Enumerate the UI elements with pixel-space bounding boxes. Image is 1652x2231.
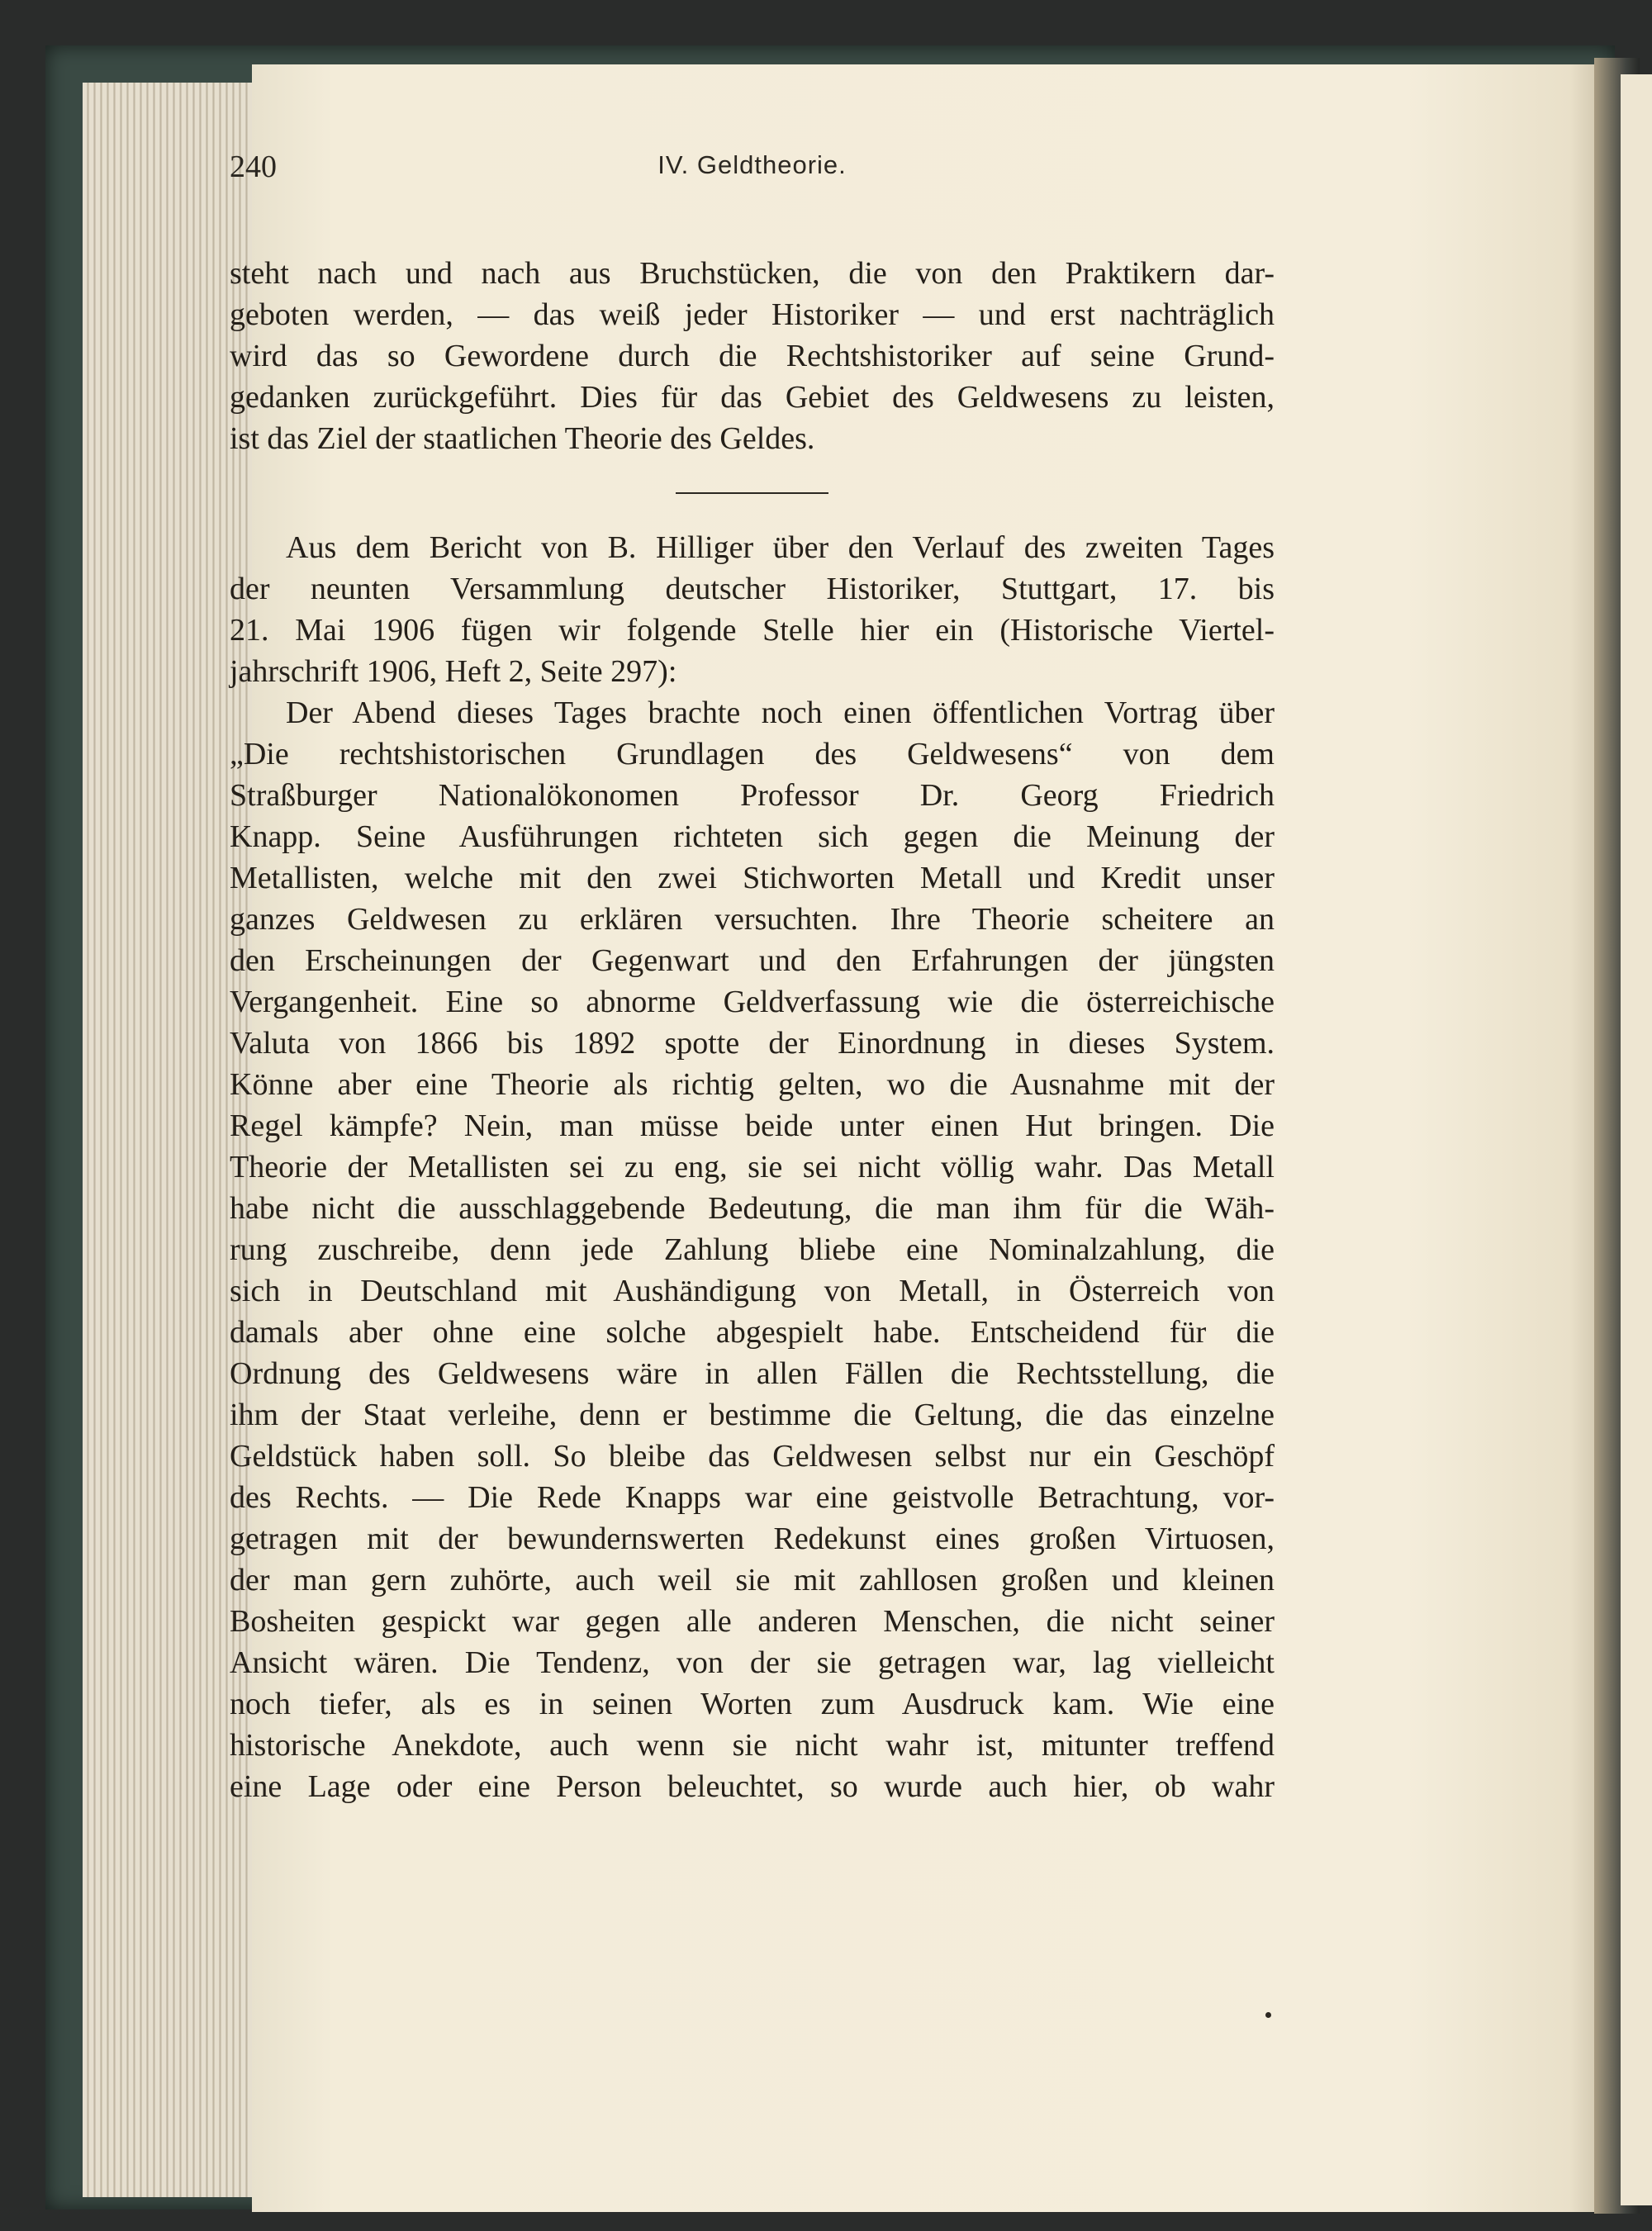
text-line: sich in Deutschland mit Aushändigung von Metall, in Österreich von [230,1274,1275,1308]
paragraph-3 [230,692,1275,1807]
text-line: 21. Mai 1906 fügen wir folgende Stelle hier ein (Historische Viertel- [230,613,1275,648]
text-line: Ansicht wären. Die Tendenz, von der sie getragen war, lag vielleicht [230,1645,1275,1680]
text-line: eine Lage oder eine Person beleuchtet, so wurde auch hier, ob wahr [230,1769,1275,1804]
text-line: Valuta von 1866 bis 1892 spotte der Einordnung in dieses System. [230,1026,1275,1061]
text-line: ihm der Staat verleihe, denn er bestimme die Geltung, die das einzelne [230,1398,1275,1432]
text-line: damals aber ohne eine solche abgespielt habe. Entscheidend für die [230,1315,1275,1350]
text-line: habe nicht die ausschlaggebende Bedeutung, die man ihm für die Wäh- [230,1191,1275,1226]
text-line: der man gern zuhörte, auch weil sie mit zahllosen großen und kleinen [230,1563,1275,1597]
text-line: ist das Ziel der staatlichen Theorie des Geldes. [230,421,815,456]
text-line: ganzes Geldwesen zu erklären versuchten. Ihre Theorie scheitere an [230,902,1275,937]
text-line: des Rechts. — Die Rede Knapps war eine geistvolle Betrachtung, vor- [230,1480,1275,1515]
text-line: noch tiefer, als es in seinen Worten zum Ausdruck kam. Wie eine [230,1687,1275,1721]
text-line: der neunten Versammlung deutscher Historiker, Stuttgart, 17. bis [230,572,1275,606]
text-line: Geldstück haben soll. So bleibe das Geldwesen selbst nur ein Geschöpf [230,1439,1275,1474]
text-line: steht nach und nach aus Bruchstücken, die von den Praktikern dar- [230,256,1275,291]
text-line: geboten werden, — das weiß jeder Historiker — und erst nachträglich [230,297,1275,332]
text-line: Der Abend dieses Tages brachte noch einen öffentlichen Vortrag über [286,695,1275,730]
text-line: Ordnung des Geldwesens wäre in allen Fällen die Rechtsstellung, die [230,1356,1275,1391]
text-line: gedanken zurückgeführt. Dies für das Gebiet des Geldwesens zu leisten, [230,380,1275,415]
text-line: Bosheiten gespickt war gegen alle anderen Menschen, die nicht seiner [230,1604,1275,1639]
text-line: rung zuschreibe, denn jede Zahlung bliebe eine Nominalzahlung, die [230,1232,1275,1267]
text-line: Straßburger Nationalökonomen Professor Dr. Georg Friedrich [230,778,1275,813]
facing-page-edge [1621,74,1652,2205]
page-number: 240 [230,150,277,184]
text-line: „Die rechtshistorischen Grundlagen des Geldwesens“ von dem [230,737,1275,771]
paragraph-2 [230,527,1275,692]
text-line: Knapp. Seine Ausführungen richteten sich gegen die Meinung der [230,819,1275,854]
text-line: Theorie der Metallisten sei zu eng, sie sei nicht völlig wahr. Das Metall [230,1150,1275,1184]
text-line: getragen mit der bewundernswerten Redekunst eines großen Virtuosen, [230,1521,1275,1556]
text-line: Aus dem Bericht von B. Hilliger über den Verlauf des zweiten Tages [286,530,1275,565]
text-line: Vergangenheit. Eine so abnorme Geldverfassung wie die österreichische [230,985,1275,1019]
text-line: den Erscheinungen der Gegenwart und den Erfahrungen der jüngsten [230,943,1275,978]
text-line: Regel kämpfe? Nein, man müsse beide unter einen Hut bringen. Die [230,1108,1275,1143]
page-header [230,140,1275,198]
text-line: Metallisten, welche mit den zwei Stichworten Metall und Kredit unser [230,861,1275,895]
text-line: wird das so Gewordene durch die Rechtshistoriker auf seine Grund- [230,339,1275,373]
text-line: Könne aber eine Theorie als richtig gelten, wo die Ausnahme mit der [230,1067,1275,1102]
text-line: jahrschrift 1906, Heft 2, Seite 297): [230,654,677,689]
body-text [230,253,1275,1807]
ink-speck [1265,2012,1271,2018]
running-head: IV. Geldtheorie. [657,150,847,179]
text-line: historische Anekdote, auch wenn sie nicht wahr ist, mitunter treffend [230,1728,1275,1763]
paragraph-1 [230,253,1275,459]
section-divider [676,492,828,494]
